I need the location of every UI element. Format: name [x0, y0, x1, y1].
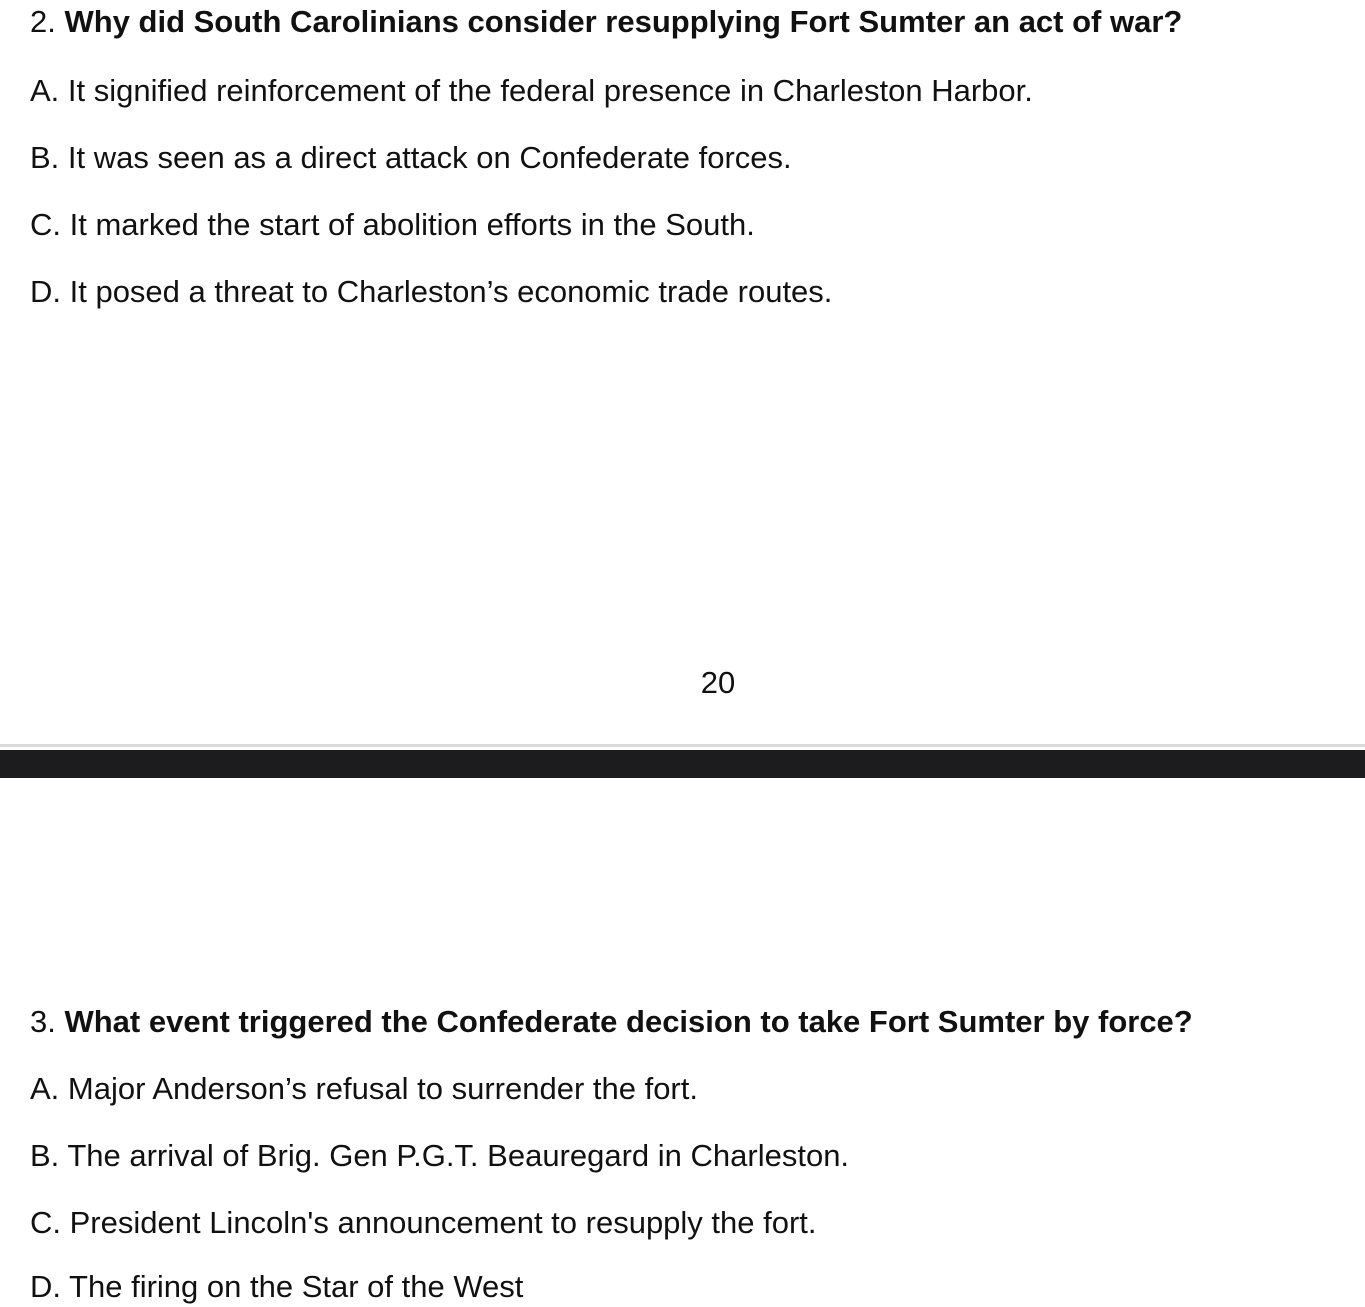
option-a: A. It signified reinforcement of the federal presence in Charleston Harbor. — [30, 73, 1033, 108]
question-3-heading — [30, 1002, 1193, 1042]
option-b: B. The arrival of Brig. Gen P.G.T. Beauregard in Charleston. — [30, 1138, 850, 1173]
question-2-heading — [30, 2, 1182, 42]
option-b: B. It was seen as a direct attack on Confederate forces. — [30, 140, 792, 175]
question-number: 2. — [30, 4, 56, 39]
question-number: 3. — [30, 1004, 56, 1039]
question-text: Why did South Carolinians consider resupplying Fort Sumter an act of war? — [64, 4, 1183, 39]
question-text: What event triggered the Confederate decision to take Fort Sumter by force? — [64, 1004, 1193, 1039]
page-number: 20 — [700, 665, 736, 700]
option-c: C. President Lincoln's announcement to resupply the fort. — [30, 1205, 817, 1240]
option-d: D. It posed a threat to Charleston’s economic trade routes. — [30, 274, 833, 309]
page-break-divider — [0, 750, 1365, 778]
option-c: C. It marked the start of abolition efforts in the South. — [30, 207, 755, 242]
option-d: D. The firing on the Star of the West — [30, 1269, 524, 1304]
option-a: A. Major Anderson’s refusal to surrender the fort. — [30, 1071, 698, 1106]
page-edge — [0, 744, 1365, 747]
